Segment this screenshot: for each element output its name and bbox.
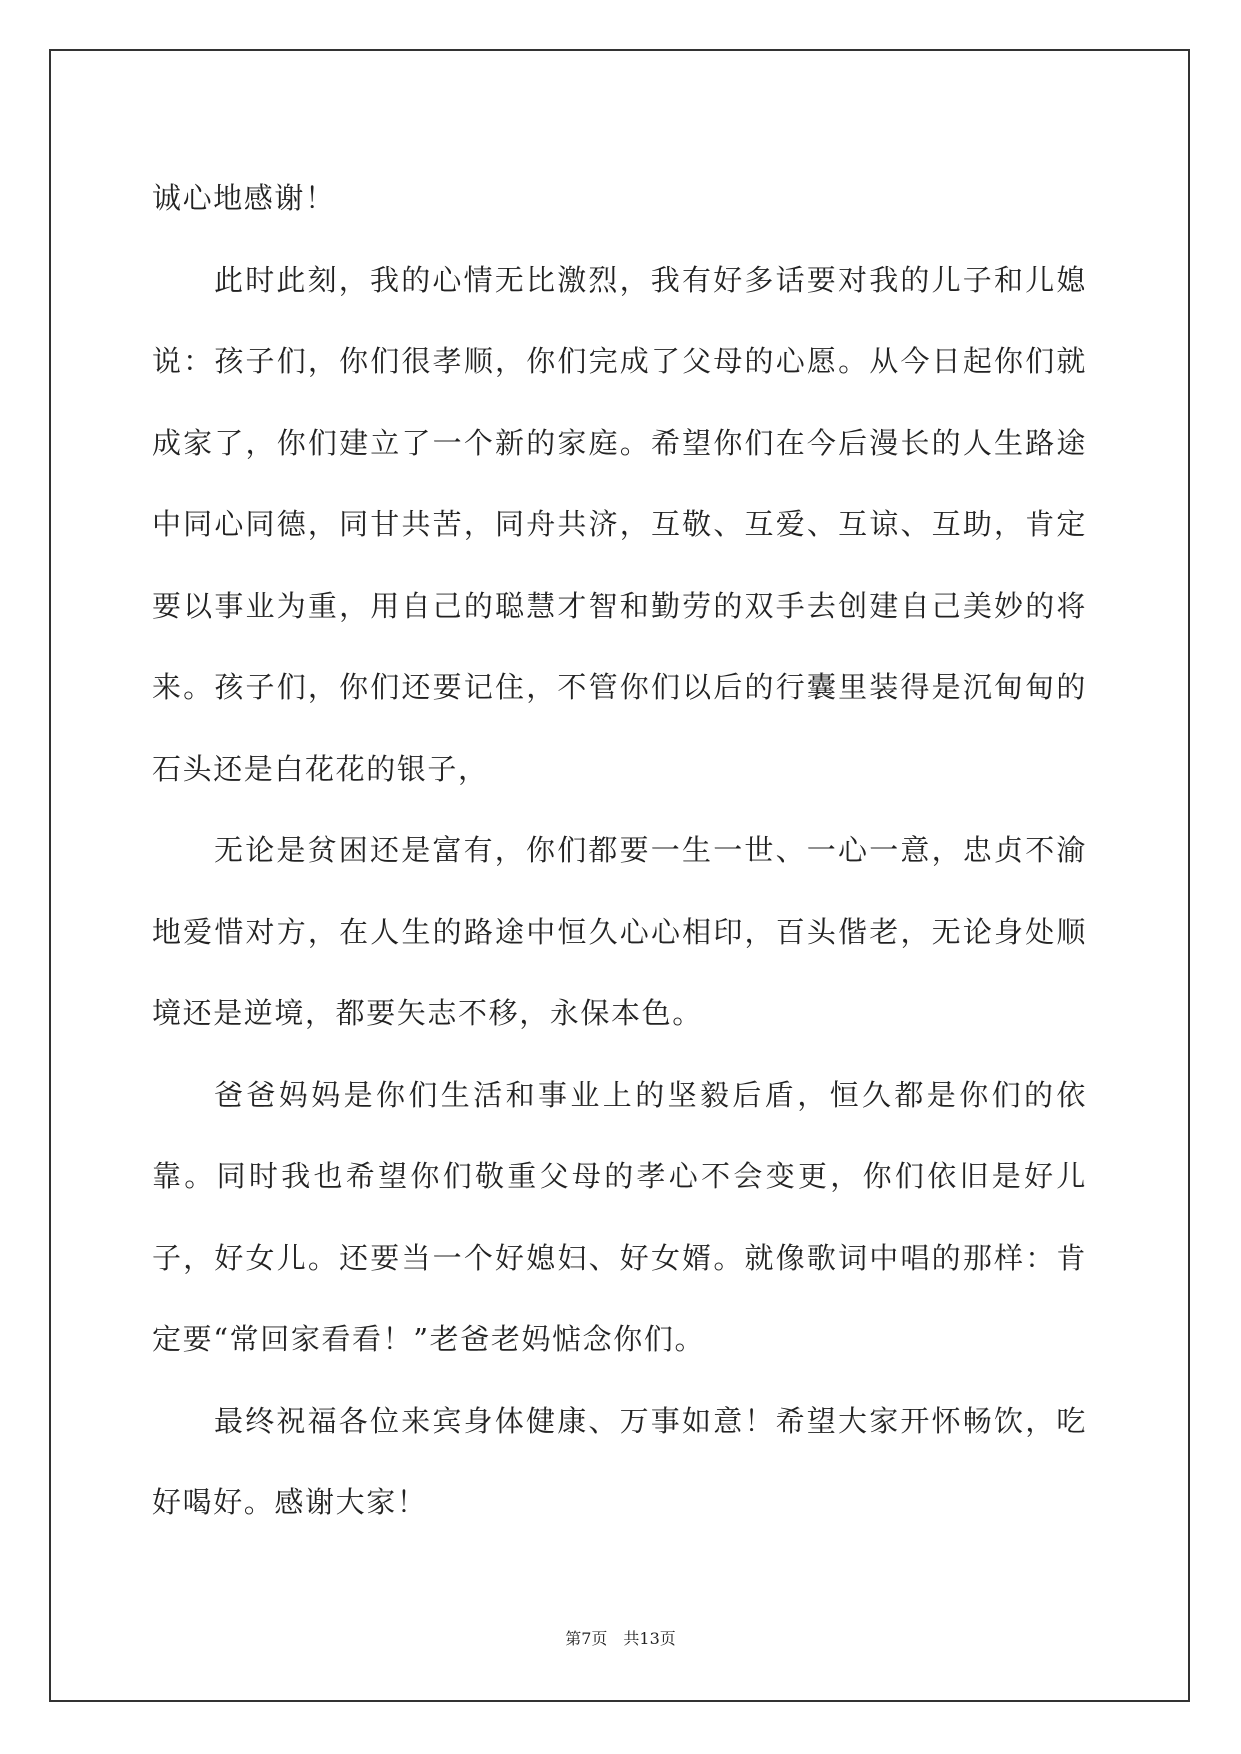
document-body: [152, 158, 1087, 1544]
page-number-footer: 第7页 共13页: [565, 1629, 676, 1648]
paragraph: 最终祝福各位来宾身体健康、万事如意！希望大家开怀畅饮，吃好喝好。感谢大家！: [152, 1403, 1087, 1519]
paragraph: 此时此刻，我的心情无比激烈，我有好多话要对我的儿子和儿媳说：孩子们，你们很孝顺，你们完成了父母的心愿。从今日起你们就成家了，你们建立了一个新的家庭。希望你们在今后漫长的人生路途中同心同德，同甘共苦，同舟共济，互敬、互爱、互谅、互助，肯定要以事业为重，用自己的聪慧才智和勤劳的双手去创建自己美妙的将来。孩子们，你们还要记住，不管你们以后的行囊里装得是沉甸甸的石头还是白花花的银子，: [152, 262, 1087, 786]
paragraph-continuation: 诚心地感谢！: [152, 181, 336, 215]
paragraph: 无论是贫困还是富有，你们都要一生一世、一心一意，忠贞不渝地爱惜对方，在人生的路途中恒久心心相印，百头偕老，无论身处顺境还是逆境，都要矢志不移，永保本色。: [152, 833, 1087, 1030]
paragraph: 爸爸妈妈是你们生活和事业上的坚毅后盾，恒久都是你们的依靠。同时我也希望你们敬重父母的孝心不会变更，你们依旧是好儿子，好女儿。还要当一个好媳妇、好女婿。就像歌词中唱的那样：肯定要“常回家看看！”老爸老妈惦念你们。: [152, 1077, 1087, 1356]
